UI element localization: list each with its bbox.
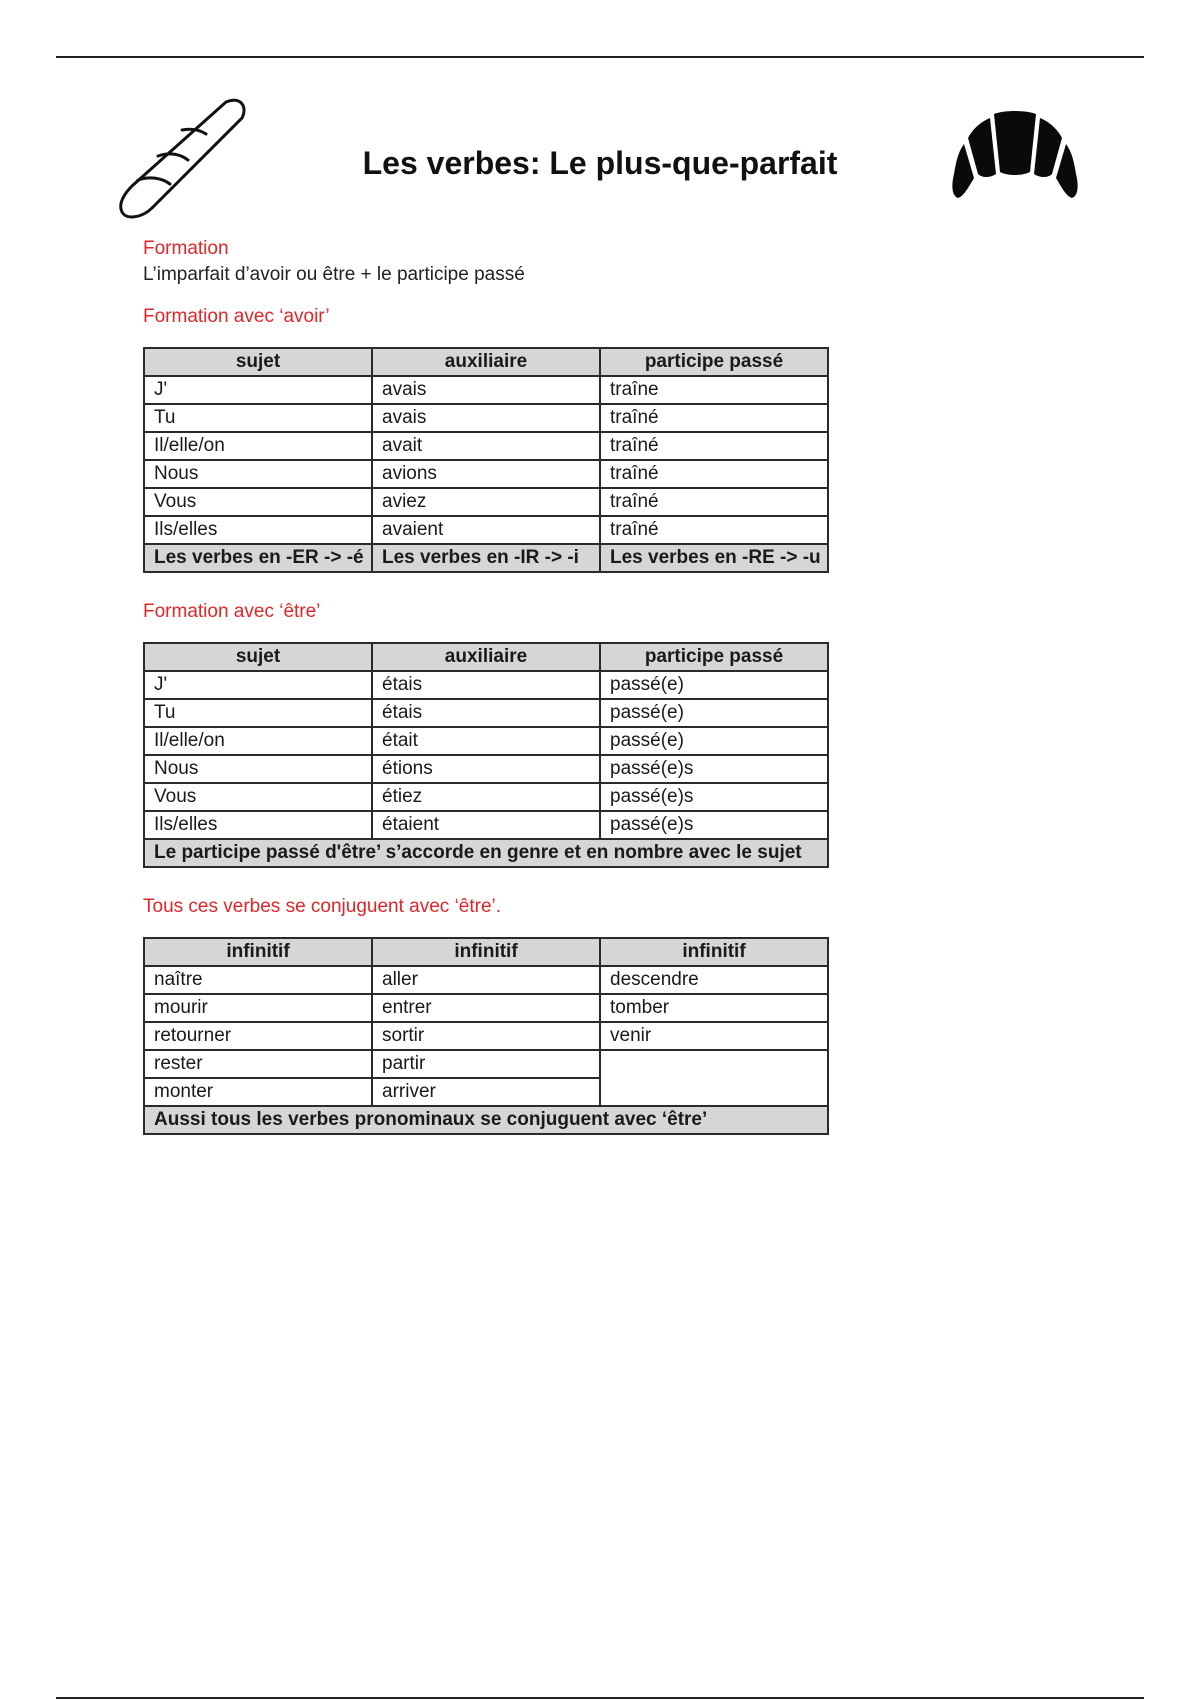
table-cell: Il/elle/on — [144, 727, 372, 755]
table-row — [144, 1022, 828, 1050]
table-row — [144, 783, 828, 811]
table-cell: Tu — [144, 699, 372, 727]
table-row — [144, 404, 828, 432]
table-cell: étaient — [372, 811, 600, 839]
top-rule — [56, 56, 1144, 58]
footer-cell: Les verbes en -ER -> -é — [144, 544, 372, 572]
etre-table — [143, 642, 829, 868]
column-header: infinitif — [372, 938, 600, 966]
table-cell: monter — [144, 1078, 372, 1106]
table-cell: traîné — [600, 516, 828, 544]
avoir-table — [143, 347, 829, 573]
table-cell: passé(e)s — [600, 783, 828, 811]
table-cell: traîné — [600, 432, 828, 460]
table-cell: Tu — [144, 404, 372, 432]
table-row — [144, 966, 828, 994]
main-content — [143, 236, 833, 1135]
table-cell: J' — [144, 376, 372, 404]
table-cell: traîné — [600, 404, 828, 432]
table-cell: mourir — [144, 994, 372, 1022]
table-row — [144, 460, 828, 488]
table-cell: arriver — [372, 1078, 600, 1106]
table-cell: venir — [600, 1022, 828, 1050]
column-header: auxiliaire — [372, 348, 600, 376]
footer-cell: Les verbes en -IR -> -i — [372, 544, 600, 572]
table-cell: passé(e)s — [600, 755, 828, 783]
table-row — [144, 727, 828, 755]
table-header-row — [144, 938, 828, 966]
footer-cell: Aussi tous les verbes pronominaux se conjuguent avec ‘être’ — [144, 1106, 828, 1134]
table-cell: avais — [372, 404, 600, 432]
table-cell: avaient — [372, 516, 600, 544]
table-cell: Vous — [144, 783, 372, 811]
footer-cell: Le participe passé d'être’ s’accorde en genre et en nombre avec le sujet — [144, 839, 828, 867]
verbs-table — [143, 937, 829, 1135]
table-cell: Il/elle/on — [144, 432, 372, 460]
table-cell: avions — [372, 460, 600, 488]
table-cell: Ils/elles — [144, 516, 372, 544]
table-cell: tomber — [600, 994, 828, 1022]
table-cell: aviez — [372, 488, 600, 516]
table-cell: étions — [372, 755, 600, 783]
table-cell: était — [372, 727, 600, 755]
table-footer-row — [144, 1106, 828, 1134]
table-cell: étiez — [372, 783, 600, 811]
empty-cell — [600, 1050, 828, 1106]
table-cell: traîne — [600, 376, 828, 404]
column-header: infinitif — [600, 938, 828, 966]
table-footer-row — [144, 544, 828, 572]
table-cell: avais — [372, 376, 600, 404]
table-cell: avait — [372, 432, 600, 460]
etre-heading: Formation avec ‘être’ — [143, 601, 321, 622]
table-cell: étais — [372, 671, 600, 699]
column-header: sujet — [144, 348, 372, 376]
table-cell: Nous — [144, 755, 372, 783]
croissant-icon — [952, 108, 1078, 208]
table-cell: passé(e) — [600, 671, 828, 699]
table-cell: étais — [372, 699, 600, 727]
table-row — [144, 488, 828, 516]
baguette-icon — [118, 96, 248, 221]
table-cell: entrer — [372, 994, 600, 1022]
table-cell: Ils/elles — [144, 811, 372, 839]
column-header: participe passé — [600, 643, 828, 671]
column-header: sujet — [144, 643, 372, 671]
table-cell: traîné — [600, 460, 828, 488]
column-header: infinitif — [144, 938, 372, 966]
table-row — [144, 376, 828, 404]
table-cell: passé(e)s — [600, 811, 828, 839]
table-row — [144, 811, 828, 839]
table-footer-row — [144, 839, 828, 867]
table-cell: partir — [372, 1050, 600, 1078]
bottom-rule — [56, 1697, 1144, 1699]
column-header: participe passé — [600, 348, 828, 376]
footer-cell: Les verbes en -RE -> -u — [600, 544, 828, 572]
table-cell: naître — [144, 966, 372, 994]
table-cell: Nous — [144, 460, 372, 488]
table-cell: retourner — [144, 1022, 372, 1050]
formation-heading: Formation — [143, 238, 229, 259]
table-cell: traîné — [600, 488, 828, 516]
page-title: Les verbes: Le plus-que-parfait — [362, 145, 838, 181]
table-cell: sortir — [372, 1022, 600, 1050]
table-cell: passé(e) — [600, 727, 828, 755]
table-header-row — [144, 348, 828, 376]
table-row — [144, 994, 828, 1022]
verbs-heading: Tous ces verbes se conjuguent avec ‘être’. — [143, 896, 502, 917]
formation-text: L’imparfait d’avoir ou être + le participe passé — [143, 264, 525, 285]
table-row — [144, 671, 828, 699]
table-cell: J' — [144, 671, 372, 699]
table-cell: passé(e) — [600, 699, 828, 727]
table-row — [144, 516, 828, 544]
table-cell: descendre — [600, 966, 828, 994]
avoir-heading: Formation avec ‘avoir’ — [143, 306, 330, 327]
table-header-row — [144, 643, 828, 671]
table-row — [144, 1050, 828, 1078]
column-header: auxiliaire — [372, 643, 600, 671]
table-cell: aller — [372, 966, 600, 994]
table-cell: Vous — [144, 488, 372, 516]
table-row — [144, 432, 828, 460]
table-cell: rester — [144, 1050, 372, 1078]
table-row — [144, 699, 828, 727]
table-row — [144, 755, 828, 783]
